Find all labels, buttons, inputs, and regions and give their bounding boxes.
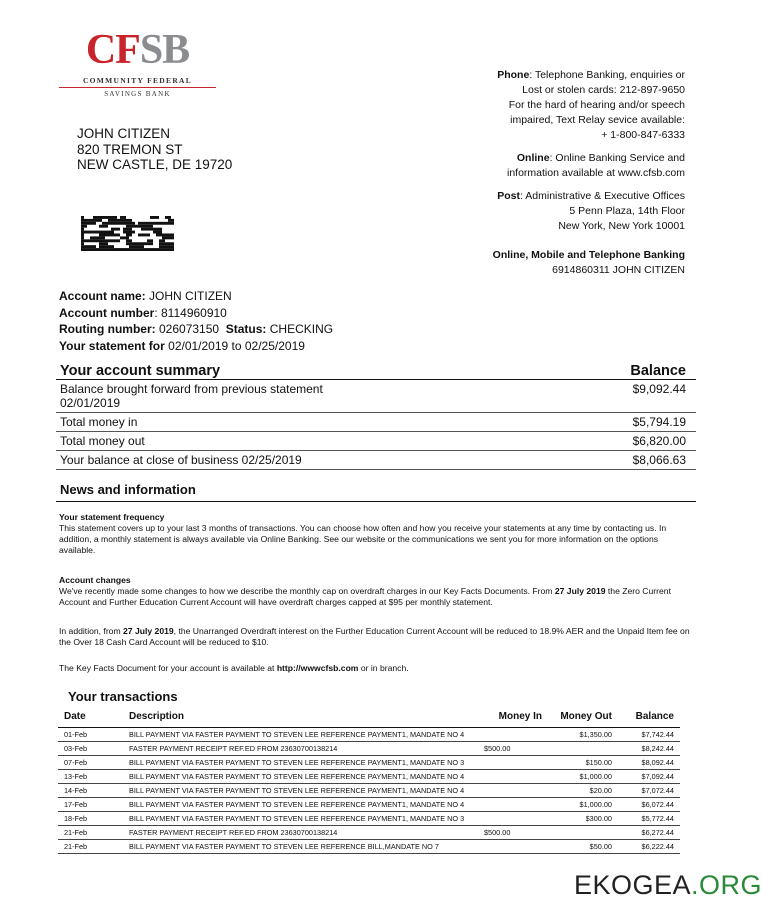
cell-balance: $7,072.44	[618, 784, 680, 798]
cell-money-out: $150.00	[548, 756, 618, 770]
cell-date: 21-Feb	[58, 840, 123, 854]
cell-money-out	[548, 826, 618, 840]
table-row	[58, 728, 680, 742]
cell-money-in	[478, 770, 548, 784]
logo-mark: CFSB	[85, 27, 190, 73]
cell-date: 17-Feb	[58, 798, 123, 812]
cell-description: BILL PAYMENT VIA FASTER PAYMENT TO STEVEN LEE REFERENCE BILL,MANDATE NO 7	[123, 840, 478, 854]
phone-block: Phone: Telephone Banking, enquiries or Lost or stolen cards: 212-897-9650 For the hard of hearing and/or speech impaired, Text Relay sevice available: + 1-800-847-6333	[497, 69, 685, 141]
cell-money-in: $500.00	[478, 742, 548, 756]
cell-date: 21-Feb	[58, 826, 123, 840]
cell-description: BILL PAYMENT VIA FASTER PAYMENT TO STEVEN LEE REFERENCE PAYMENT1, MANDATE NO 3	[123, 812, 478, 826]
cell-balance: $7,742.44	[618, 728, 680, 742]
summary-row: Total money out $6,820.00	[56, 432, 696, 451]
cell-balance: $8,092.44	[618, 756, 680, 770]
cell-money-out	[548, 742, 618, 756]
table-row	[58, 798, 680, 812]
cell-date: 18-Feb	[58, 812, 123, 826]
summary-row: Your balance at close of business 02/25/2019 $8,066.63	[56, 451, 696, 470]
account-details	[59, 288, 333, 354]
key-facts-link[interactable]: http://wwwcfsb.com	[276, 663, 359, 673]
col-balance: Balance	[618, 708, 680, 728]
statement-period: Your statement for 02/01/2019 to 02/25/2019	[59, 338, 305, 353]
cell-money-out: $300.00	[548, 812, 618, 826]
cell-balance: $6,222.44	[618, 840, 680, 854]
banking-block: Online, Mobile and Telephone Banking 6914860311 JOHN CITIZEN	[492, 249, 685, 276]
cell-description: FASTER PAYMENT RECEIPT REF.ED FROM 23630700138214	[123, 742, 478, 756]
summary-title: Your account summary	[60, 363, 221, 379]
watermark: EKOGEA.ORG	[574, 870, 762, 900]
table-row	[58, 826, 680, 840]
cell-balance: $8,242.44	[618, 742, 680, 756]
contact-info	[425, 68, 685, 286]
key-facts-note: The Key Facts Document for your account is available at http://wwwcfsb.com or in branch.	[59, 663, 409, 673]
summary-balance-header: Balance	[630, 363, 686, 379]
cell-description: BILL PAYMENT VIA FASTER PAYMENT TO STEVEN LEE REFERENCE PAYMENT1, MANDATE NO 4	[123, 798, 478, 812]
cell-description: BILL PAYMENT VIA FASTER PAYMENT TO STEVEN LEE REFERENCE PAYMENT1, MANDATE NO 4	[123, 728, 478, 742]
cell-money-in	[478, 728, 548, 742]
table-row	[58, 784, 680, 798]
account-name: Account name: JOHN CITIZEN	[59, 289, 232, 303]
table-row	[58, 840, 680, 854]
recipient-address	[77, 126, 232, 173]
table-row	[58, 756, 680, 770]
summary-row: Balance brought forward from previous statement 02/01/2019 $9,092.44	[56, 380, 696, 413]
cell-money-out: $50.00	[548, 840, 618, 854]
account-number: Account number: 8114960910	[59, 305, 227, 320]
col-description: Description	[123, 708, 478, 728]
news-title: News and information	[56, 482, 696, 502]
account-changes: Account changes We've recently made some changes to how we describe the monthly cap on overdraft charges in our Key Facts Documents. From 27 July 2019 the Zero Current Account and Further Education Current Account will have overdraft charges capped at $95 per monthly statement.	[59, 575, 671, 607]
cell-balance: $6,272.44	[618, 826, 680, 840]
statement-frequency: Your statement frequency This statement covers up to your last 3 months of transactions. You can choose how often and how you receive your statements at any time by contacting us. In addition, a monthly statement is always available via Online Banking. See our website or the communications we sent you for more information on the options available.	[59, 512, 667, 555]
cell-date: 14-Feb	[58, 784, 123, 798]
cell-money-out: $1,350.00	[548, 728, 618, 742]
recipient-city: NEW CASTLE, DE 19720	[77, 157, 233, 172]
cell-description: FASTER PAYMENT RECEIPT REF.ED FROM 23630700138214	[123, 826, 478, 840]
table-header-row	[58, 708, 680, 728]
post-block: Post: Administrative & Executive Offices 5 Penn Plaza, 14th Floor New York, New York 10001	[497, 190, 685, 232]
cell-money-out: $1,000.00	[548, 798, 618, 812]
cell-description: BILL PAYMENT VIA FASTER PAYMENT TO STEVEN LEE REFERENCE PAYMENT1, MANDATE NO 4	[123, 770, 478, 784]
cell-money-in: $500.00	[478, 826, 548, 840]
barcode-icon	[81, 216, 174, 251]
cell-description: BILL PAYMENT VIA FASTER PAYMENT TO STEVEN LEE REFERENCE PAYMENT1, MANDATE NO 4	[123, 784, 478, 798]
col-money-in: Money In	[478, 708, 548, 728]
recipient-street: 820 TREMON ST	[77, 141, 183, 157]
cell-description: BILL PAYMENT VIA FASTER PAYMENT TO STEVEN LEE REFERENCE PAYMENT1, MANDATE NO 3	[123, 756, 478, 770]
cell-money-out: $20.00	[548, 784, 618, 798]
col-money-out: Money Out	[548, 708, 618, 728]
account-summary	[56, 360, 696, 470]
routing-number: Routing number: 026073150 Status: CHECKING	[59, 322, 334, 336]
cell-money-in	[478, 756, 548, 770]
cell-date: 01-Feb	[58, 728, 123, 742]
cell-balance: $5,772.44	[618, 812, 680, 826]
cell-date: 07-Feb	[58, 756, 123, 770]
cell-money-in	[478, 840, 548, 854]
cell-balance: $6,072.44	[618, 798, 680, 812]
summary-row: Total money in $5,794.19	[56, 413, 696, 432]
online-block: Online: Online Banking Service and information available at www.cfsb.com	[507, 152, 685, 179]
logo-name-line1: COMMUNITY FEDERAL	[82, 76, 193, 85]
table-row	[58, 742, 680, 756]
summary-header	[56, 360, 696, 380]
cell-money-out: $1,000.00	[548, 770, 618, 784]
cell-money-in	[478, 798, 548, 812]
cell-date: 13-Feb	[58, 770, 123, 784]
cell-balance: $7,092.44	[618, 770, 680, 784]
cell-money-in	[478, 784, 548, 798]
table-row	[58, 770, 680, 784]
logo-name-line2: SAVINGS BANK	[104, 90, 171, 98]
cell-date: 03-Feb	[58, 742, 123, 756]
col-date: Date	[58, 708, 123, 728]
cell-money-in	[478, 812, 548, 826]
logo-rule	[59, 87, 216, 88]
table-row	[58, 812, 680, 826]
transactions-table	[58, 708, 680, 854]
overdraft-change: In addition, from 27 July 2019, the Unarranged Overdraft interest on the Further Education Current Account will be reduced to 18.9% AER and the Unpaid Item fee on the Over 18 Cash Card Account will be reduced to $10.	[59, 626, 690, 647]
transactions-title: Your transactions	[68, 689, 178, 704]
bank-logo	[55, 27, 220, 98]
recipient-name: JOHN CITIZEN	[77, 126, 170, 141]
